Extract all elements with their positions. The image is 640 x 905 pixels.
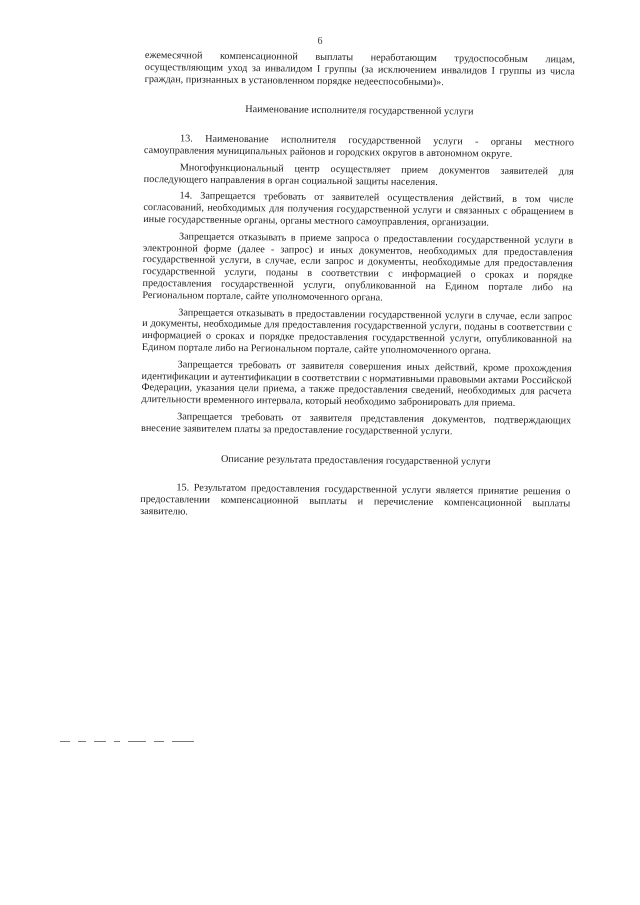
paragraph-prohibition-payment: Запрещается требовать от заявителя представления документов, подтверждающих внесение заявителем платы за предоставление государственной услуги. [140, 411, 572, 437]
scan-artifact-marks [60, 741, 194, 742]
paragraph-continuation: ежемесячной компенсационной выплаты неработающим трудоспособным лицам, осуществляющим уход за инвалидом I группы (за исключением инвалидов I группы из числа граждан, признанных в установленном порядке недееспособными)». [144, 50, 575, 88]
paragraph-mfc: Многофункциональный центр осуществляет прием документов заявителей для последующего направления в орган социальной защиты населения. [143, 162, 574, 188]
page-number: 6 [317, 36, 323, 47]
paragraph-prohibition-actions: Запрещается требовать от заявителя совершения иных действий, кроме прохождения идентификации и аутентификации в соответствии с нормативными правовыми актами Российской Федерации, указания цели приема, а также предоставления сведений, необходимых для расчета длительности временного интервала, который необходимо забронировать для приема. [141, 359, 572, 410]
section-heading-result: Описание результата предоставления государственной услуги [220, 453, 491, 468]
paragraph-prohibition-refusal: Запрещается отказывать в предоставлении государственной услуги в случае, если запрос и документы, необходимые для предоставления государственной услуги, поданы в соответствии с информацией о сроках и порядке предоставления государственной услуги, опубликованной на Едином портале либо на Региональном портале, сайте уполномоченного органа. [141, 306, 573, 357]
document-body [140, 50, 575, 527]
section-heading-executor: Наименование исполнителя государственной услуги [245, 104, 474, 118]
paragraph-13: 13. Наименование исполнителя государственной услуги - органы местного самоуправления муниципальных районов и городских округов в автономном округе. [143, 133, 575, 160]
paragraph-14: 14. Запрещается требовать от заявителей осуществления действий, в том числе согласований, необходимых для получения государственной услуги и связанных с обращением в иные государственные органы, органы местного самоуправления, организации. [143, 190, 574, 229]
paragraph-prohibition-request: Запрещается отказывать в приеме запроса о предоставлении государственной услуги в электронной форме (далее - запрос) и иных документов, необходимых для предоставления государственной услуги, в случае, если запрос и документы, необходимые для предоставления государственной услуги, поданы в соответствии с информацией о сроках и порядке предоставления государственной услуги, опубликованной на Едином портале либо на Региональном портале, сайте уполномоченного органа. [142, 231, 574, 304]
paragraph-15: 15. Результатом предоставления государственной услуги является принятие решения о предоставлении компенсационной выплаты и перечисление компенсационной выплаты заявителю. [140, 482, 571, 518]
